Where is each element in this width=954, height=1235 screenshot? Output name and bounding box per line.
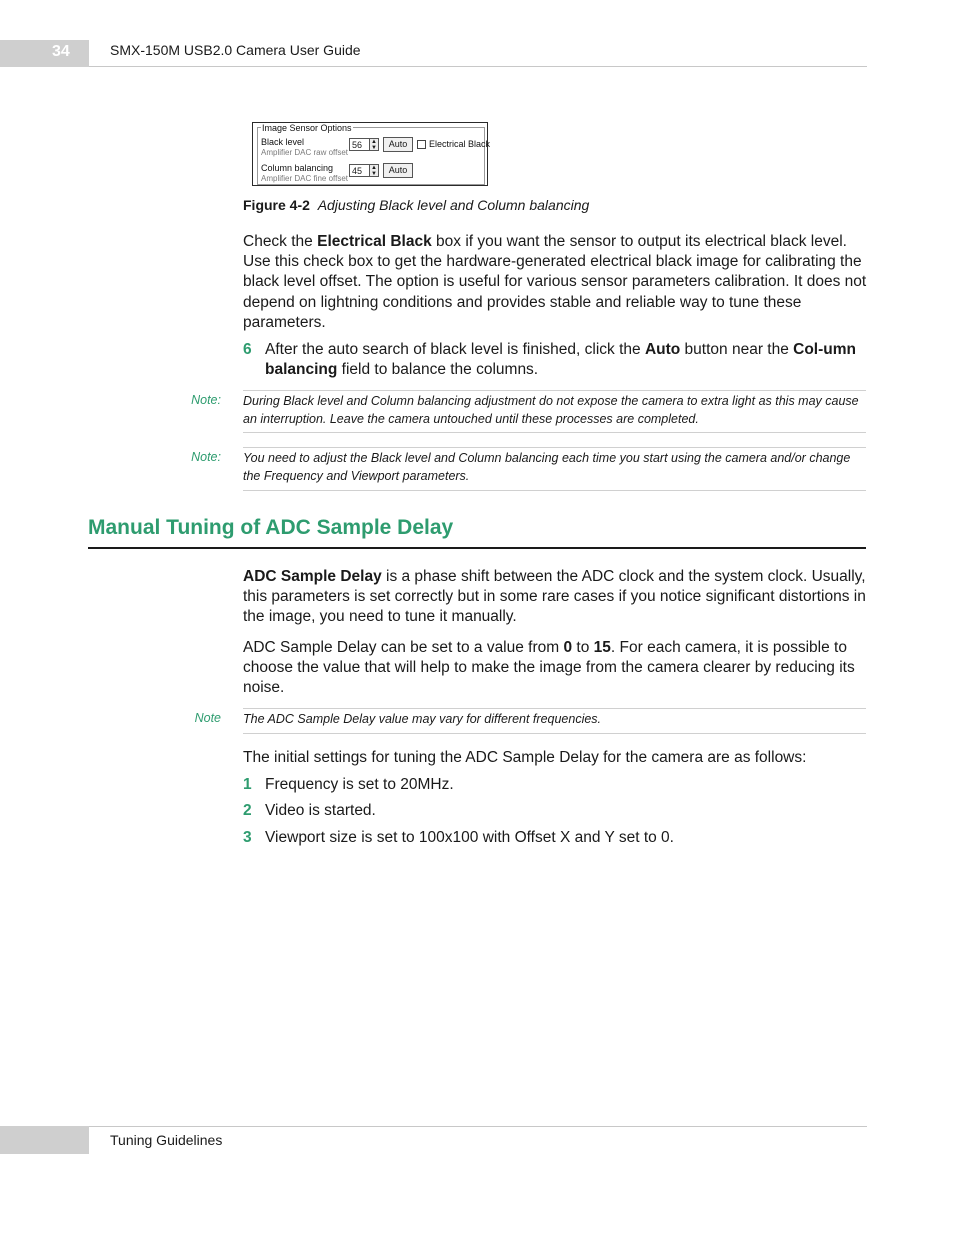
step-number: 1 bbox=[243, 776, 252, 793]
section-rule bbox=[88, 547, 866, 549]
note-rule bbox=[243, 708, 866, 709]
group-title: Image Sensor Options bbox=[262, 123, 352, 133]
step-number: 6 bbox=[243, 341, 252, 358]
initial-settings-paragraph: The initial settings for tuning the ADC Sample Delay for the camera are as follows: bbox=[243, 749, 807, 766]
step-text: Video is started. bbox=[265, 802, 376, 819]
note-label: Note: bbox=[191, 450, 221, 464]
step-3 bbox=[243, 828, 867, 848]
adc-sample-delay-term: ADC Sample Delay bbox=[243, 568, 382, 585]
step-text: Frequency is set to 20MHz. bbox=[265, 776, 454, 793]
column-balancing-sublabel: Amplifier DAC fine offset bbox=[261, 174, 348, 183]
footer-rule bbox=[89, 1126, 867, 1127]
note-text: During Black level and Column balancing adjustment do not expose the camera to extra light as this may cause an interruption. Leave the camera untouched until these processes are completed. bbox=[243, 394, 859, 426]
adc-range-paragraph: ADC Sample Delay can be set to a value from 0 to 15. For each camera, it is possible to choose the value that will help to make the image from the camera clearer by reducing its noise. bbox=[243, 639, 855, 697]
column-balancing-auto-button[interactable]: Auto bbox=[383, 163, 413, 178]
note-rule bbox=[243, 447, 866, 448]
black-level-spinner[interactable]: ▲ ▼ bbox=[369, 138, 379, 151]
note-label: Note: bbox=[191, 393, 221, 407]
black-level-label: Black level bbox=[261, 137, 305, 147]
step-6 bbox=[243, 340, 867, 380]
column-balancing-input[interactable]: 45 bbox=[349, 164, 374, 177]
footer-box bbox=[0, 1126, 89, 1154]
document-title: SMX-150M USB2.0 Camera User Guide bbox=[110, 42, 361, 58]
note-rule bbox=[243, 390, 866, 391]
adc-sample-delay-paragraph: ADC Sample Delay is a phase shift between the ADC clock and the system clock. Usually, this parameters is set correctly but in some rare cases if you notice significant distortions in the image, you need to tune it manually. bbox=[243, 568, 866, 626]
image-sensor-options-figure bbox=[252, 122, 491, 186]
step-number: 3 bbox=[243, 829, 252, 846]
note-text: You need to adjust the Black level and Column balancing each time you start using the camera and/or change the Frequency and Viewport parameters. bbox=[243, 451, 851, 483]
figure-caption bbox=[243, 197, 589, 213]
electrical-black-term: Electrical Black bbox=[317, 233, 432, 250]
note-rule bbox=[243, 733, 866, 734]
black-level-auto-button[interactable]: Auto bbox=[383, 137, 413, 152]
black-level-input[interactable]: 56 bbox=[349, 138, 374, 151]
step-text: Viewport size is set to 100x100 with Offset X and Y set to 0. bbox=[265, 829, 674, 846]
step-text: After the auto search of black level is finished, click the Auto button near the Col-umn balancing field to balance the columns. bbox=[265, 341, 856, 379]
section-heading: Manual Tuning of ADC Sample Delay bbox=[88, 516, 454, 539]
electrical-black-label: Electrical Black bbox=[429, 139, 491, 149]
step-1 bbox=[243, 775, 867, 795]
footer-chapter-title: Tuning Guidelines bbox=[110, 1132, 223, 1148]
page-number: 34 bbox=[52, 43, 70, 60]
column-balancing-spinner[interactable]: ▲ ▼ bbox=[369, 164, 379, 177]
figure-caption-text: Adjusting Black level and Column balancing bbox=[317, 197, 590, 213]
note-label: Note bbox=[194, 711, 221, 725]
header-rule bbox=[89, 66, 867, 67]
note-rule bbox=[243, 490, 866, 491]
step-2 bbox=[243, 801, 867, 821]
figure-number: Figure 4-2 bbox=[243, 197, 310, 213]
header-page-box bbox=[0, 40, 89, 67]
electrical-black-checkbox[interactable] bbox=[417, 140, 426, 149]
note-text: The ADC Sample Delay value may vary for different frequencies. bbox=[243, 712, 602, 726]
note-rule bbox=[243, 432, 866, 433]
black-level-sublabel: Amplifier DAC raw offset bbox=[261, 148, 348, 157]
column-balancing-label: Column balancing bbox=[261, 163, 334, 173]
electrical-black-paragraph: Check the Electrical Black box if you want the sensor to output its electrical black level. Use this check box to get the hardware-generated electrical black image for calibrating the black level offset. The option is useful for various sensor parameters calibration. It does not depend on lightning conditions and provides stable and reliable way to tune these parameters. bbox=[243, 233, 867, 331]
step-number: 2 bbox=[243, 802, 252, 819]
